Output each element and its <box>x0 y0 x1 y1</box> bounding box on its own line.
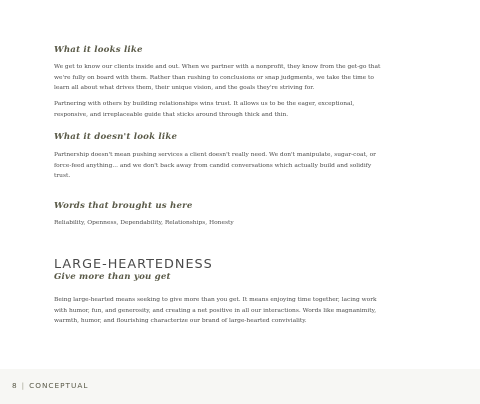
footer-section-label: CONCEPTUAL <box>29 381 89 390</box>
section-title-large-heartedness: LARGE-HEARTEDNESS <box>54 257 213 272</box>
paragraph-looks-like-1: We get to know our clients inside and out. When we partner with a nonprofit, they know from the get-go that we're fully on board with them. Rather than rushing to conclusions or snap judgments, we take the time to learn all about what drives them, their unique vision, and the goals they're striving for. <box>54 64 381 91</box>
subheading-give-more-than-you-get: Give more than you get <box>54 272 171 282</box>
paragraph-words-list: Reliability, Openness, Dependability, Relationships, Honesty <box>54 220 234 226</box>
paragraph-large-heartedness: Being large-hearted means seeking to give more than you get. It means enjoying time together, lacing work with humor, fun, and generosity, and creating a net positive in all our interactions. Words like magnanimity, warmth, humor, and flourishing characterize our brand of large-hearted conviviality. <box>54 297 377 324</box>
heading-what-it-looks-like: What it looks like <box>54 45 143 55</box>
heading-what-it-doesnt-look-like: What it doesn't look like <box>54 132 178 142</box>
page-number: 8 <box>12 381 18 390</box>
page-footer <box>0 369 480 404</box>
footer-separator: | <box>21 381 26 390</box>
footer-label <box>12 381 88 390</box>
paragraph-looks-like-2: Partnering with others by building relationships wins trust. It allows us to be the eager, exceptional, responsive, and irreplaceable guide that sticks around through thick and thin. <box>54 101 355 118</box>
paragraph-doesnt-look-like: Partnership doesn't mean pushing services a client doesn't really need. We don't manipulate, sugar-coat, or force-feed anything... and we don't back away from candid conversations which actually build and solidify trust. <box>54 152 376 179</box>
heading-words-that-brought-us-here: Words that brought us here <box>54 201 193 211</box>
